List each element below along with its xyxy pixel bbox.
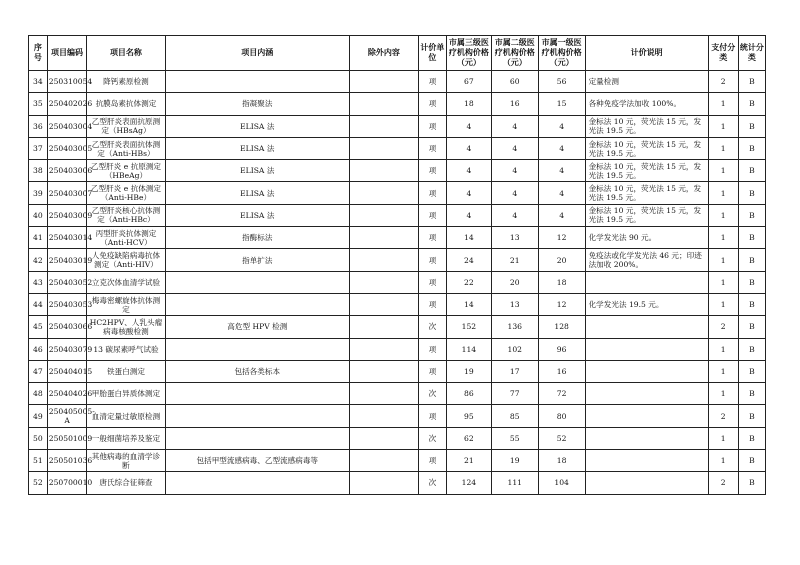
cell-unit: 项 — [418, 93, 446, 115]
cell-stat: B — [738, 427, 765, 449]
table-row — [29, 249, 766, 271]
table-row — [29, 93, 766, 115]
cell-seq: 39 — [29, 182, 48, 204]
cell-code: 250310054 — [47, 71, 87, 93]
header-stat: 统计分类 — [738, 36, 765, 71]
cell-unit: 项 — [418, 137, 446, 159]
cell-price-level1: 104 — [538, 472, 585, 494]
cell-name: 乙型肝炎 e 抗原测定（HBeAg） — [87, 160, 165, 182]
table-row — [29, 160, 766, 182]
cell-note: 化学发光法 90 元。 — [585, 227, 708, 249]
cell-price-level2: 19 — [491, 450, 538, 472]
cell-price-level2: 60 — [491, 71, 538, 93]
cell-unit: 项 — [418, 450, 446, 472]
header-price-level3: 市属三级医疗机构价格（元） — [446, 36, 491, 71]
cell-code: 250403005 — [47, 137, 87, 159]
cell-name: HC2HPV、人乳头瘤病毒核酸检测 — [87, 316, 165, 338]
table-row — [29, 338, 766, 360]
cell-seq: 37 — [29, 137, 48, 159]
table-row — [29, 383, 766, 405]
cell-pay: 1 — [708, 383, 738, 405]
cell-unit: 项 — [418, 227, 446, 249]
cell-unit: 次 — [418, 383, 446, 405]
cell-pay: 1 — [708, 293, 738, 315]
cell-price-level1: 18 — [538, 271, 585, 293]
cell-note — [585, 472, 708, 494]
table-row — [29, 204, 766, 226]
cell-seq: 46 — [29, 338, 48, 360]
cell-content — [165, 472, 350, 494]
cell-price-level3: 4 — [446, 182, 491, 204]
cell-note — [585, 360, 708, 382]
cell-except — [350, 249, 419, 271]
cell-price-level1: 96 — [538, 338, 585, 360]
cell-stat: B — [738, 316, 765, 338]
cell-content: 包括甲型流感病毒、乙型流感病毒等 — [165, 450, 350, 472]
cell-except — [350, 227, 419, 249]
cell-price-level3: 62 — [446, 427, 491, 449]
cell-code: 250700010 — [47, 472, 87, 494]
cell-price-level3: 14 — [446, 293, 491, 315]
cell-seq: 40 — [29, 204, 48, 226]
cell-pay: 2 — [708, 71, 738, 93]
table-row — [29, 293, 766, 315]
cell-code: 250403019 — [47, 249, 87, 271]
cell-content — [165, 338, 350, 360]
table-row — [29, 182, 766, 204]
cell-seq: 47 — [29, 360, 48, 382]
cell-except — [350, 338, 419, 360]
header-seq: 序号 — [29, 36, 48, 71]
cell-unit: 项 — [418, 293, 446, 315]
cell-seq: 34 — [29, 71, 48, 93]
cell-code: 250403007 — [47, 182, 87, 204]
cell-except — [350, 472, 419, 494]
cell-pay: 1 — [708, 115, 738, 137]
header-content: 项目内涵 — [165, 36, 350, 71]
cell-except — [350, 450, 419, 472]
cell-price-level2: 85 — [491, 405, 538, 427]
cell-price-level3: 4 — [446, 137, 491, 159]
cell-stat: B — [738, 204, 765, 226]
cell-price-level2: 55 — [491, 427, 538, 449]
cell-name: 甲胎蛋白异质体测定 — [87, 383, 165, 405]
cell-seq: 43 — [29, 271, 48, 293]
cell-except — [350, 271, 419, 293]
cell-price-level1: 128 — [538, 316, 585, 338]
cell-price-level2: 77 — [491, 383, 538, 405]
cell-note — [585, 450, 708, 472]
table-row — [29, 271, 766, 293]
cell-note: 金标法 10 元，荧光法 15 元，发光法 19.5 元。 — [585, 137, 708, 159]
cell-content — [165, 271, 350, 293]
cell-stat: B — [738, 160, 765, 182]
cell-unit: 项 — [418, 115, 446, 137]
cell-code: 250501009 — [47, 427, 87, 449]
cell-unit: 项 — [418, 249, 446, 271]
cell-content: 高危型 HPV 检测 — [165, 316, 350, 338]
cell-stat: B — [738, 472, 765, 494]
cell-except — [350, 293, 419, 315]
header-note: 计价说明 — [585, 36, 708, 71]
cell-price-level1: 20 — [538, 249, 585, 271]
cell-except — [350, 405, 419, 427]
cell-price-level2: 17 — [491, 360, 538, 382]
cell-content: ELISA 法 — [165, 160, 350, 182]
cell-pay: 1 — [708, 427, 738, 449]
cell-seq: 44 — [29, 293, 48, 315]
cell-stat: B — [738, 71, 765, 93]
header-unit: 计价单位 — [418, 36, 446, 71]
cell-content: 指凝聚法 — [165, 93, 350, 115]
cell-seq: 48 — [29, 383, 48, 405]
header-price-level2: 市属二级医疗机构价格（元） — [491, 36, 538, 71]
cell-note: 免疫法或化学发光法 46 元；印迹法加收 200%。 — [585, 249, 708, 271]
cell-unit: 项 — [418, 160, 446, 182]
cell-price-level2: 4 — [491, 182, 538, 204]
cell-stat: B — [738, 338, 765, 360]
table-row — [29, 316, 766, 338]
cell-price-level3: 18 — [446, 93, 491, 115]
cell-unit: 项 — [418, 360, 446, 382]
cell-content — [165, 427, 350, 449]
cell-price-level1: 52 — [538, 427, 585, 449]
cell-except — [350, 427, 419, 449]
table-row — [29, 115, 766, 137]
cell-seq: 42 — [29, 249, 48, 271]
cell-except — [350, 93, 419, 115]
cell-price-level1: 4 — [538, 115, 585, 137]
table-row — [29, 137, 766, 159]
cell-name: 唐氏综合征筛查 — [87, 472, 165, 494]
cell-pay: 1 — [708, 93, 738, 115]
cell-pay: 2 — [708, 316, 738, 338]
cell-price-level2: 4 — [491, 137, 538, 159]
cell-code: 250402026 — [47, 93, 87, 115]
header-code: 项目编码 — [47, 36, 87, 71]
cell-except — [350, 383, 419, 405]
table-row — [29, 450, 766, 472]
cell-pay: 1 — [708, 271, 738, 293]
cell-code: 250405005-A — [47, 405, 87, 427]
cell-code: 250403052 — [47, 271, 87, 293]
cell-seq: 51 — [29, 450, 48, 472]
cell-price-level1: 4 — [538, 137, 585, 159]
cell-seq: 52 — [29, 472, 48, 494]
cell-note — [585, 338, 708, 360]
cell-price-level1: 4 — [538, 182, 585, 204]
header-except: 除外内容 — [350, 36, 419, 71]
cell-content: 指酶标法 — [165, 227, 350, 249]
cell-stat: B — [738, 249, 765, 271]
cell-price-level1: 12 — [538, 293, 585, 315]
cell-seq: 45 — [29, 316, 48, 338]
cell-price-level3: 24 — [446, 249, 491, 271]
cell-price-level1: 12 — [538, 227, 585, 249]
cell-name: 铁蛋白测定 — [87, 360, 165, 382]
cell-pay: 1 — [708, 182, 738, 204]
cell-note: 金标法 10 元，荧光法 15 元，发光法 19.5 元。 — [585, 115, 708, 137]
cell-unit: 项 — [418, 271, 446, 293]
cell-pay: 2 — [708, 405, 738, 427]
cell-pay: 1 — [708, 450, 738, 472]
cell-except — [350, 360, 419, 382]
cell-price-level1: 18 — [538, 450, 585, 472]
cell-price-level2: 4 — [491, 204, 538, 226]
cell-stat: B — [738, 115, 765, 137]
cell-stat: B — [738, 450, 765, 472]
cell-price-level1: 4 — [538, 160, 585, 182]
cell-price-level1: 4 — [538, 204, 585, 226]
cell-price-level1: 16 — [538, 360, 585, 382]
table-row — [29, 405, 766, 427]
cell-stat: B — [738, 360, 765, 382]
cell-unit: 次 — [418, 427, 446, 449]
cell-unit: 次 — [418, 472, 446, 494]
cell-name: 梅毒密螺旋体抗体测定 — [87, 293, 165, 315]
cell-price-level3: 86 — [446, 383, 491, 405]
cell-code: 250403066 — [47, 316, 87, 338]
cell-stat: B — [738, 293, 765, 315]
cell-code: 250403004 — [47, 115, 87, 137]
cell-pay: 2 — [708, 472, 738, 494]
cell-name: 乙型肝炎表面抗原测定（HBsAg） — [87, 115, 165, 137]
cell-price-level2: 136 — [491, 316, 538, 338]
cell-name: 乙型肝炎 e 抗体测定（Anti-HBe） — [87, 182, 165, 204]
cell-stat: B — [738, 383, 765, 405]
cell-price-level1: 15 — [538, 93, 585, 115]
cell-code: 250404015 — [47, 360, 87, 382]
cell-price-level2: 21 — [491, 249, 538, 271]
cell-code: 250403079 — [47, 338, 87, 360]
cell-note: 各种免疫学法加收 100%。 — [585, 93, 708, 115]
cell-price-level1: 56 — [538, 71, 585, 93]
cell-price-level3: 124 — [446, 472, 491, 494]
cell-stat: B — [738, 271, 765, 293]
cell-code: 250403006 — [47, 160, 87, 182]
cell-seq: 41 — [29, 227, 48, 249]
cell-code: 250403009 — [47, 204, 87, 226]
cell-price-level1: 72 — [538, 383, 585, 405]
cell-code: 250403053 — [47, 293, 87, 315]
cell-stat: B — [738, 93, 765, 115]
cell-pay: 1 — [708, 249, 738, 271]
cell-price-level3: 22 — [446, 271, 491, 293]
cell-price-level3: 152 — [446, 316, 491, 338]
cell-price-level2: 20 — [491, 271, 538, 293]
cell-seq: 38 — [29, 160, 48, 182]
cell-price-level3: 4 — [446, 160, 491, 182]
cell-price-level2: 4 — [491, 160, 538, 182]
cell-name: 丙型肝炎抗体测定（Anti-HCV） — [87, 227, 165, 249]
cell-pay: 1 — [708, 338, 738, 360]
cell-code: 250403014 — [47, 227, 87, 249]
cell-price-level2: 13 — [491, 227, 538, 249]
cell-content — [165, 383, 350, 405]
table-row — [29, 427, 766, 449]
cell-content — [165, 71, 350, 93]
header-name: 项目名称 — [87, 36, 165, 71]
cell-note — [585, 427, 708, 449]
cell-pay: 1 — [708, 227, 738, 249]
cell-price-level3: 95 — [446, 405, 491, 427]
price-table — [28, 35, 766, 495]
cell-note: 金标法 10 元，荧光法 15 元，发光法 19.5 元。 — [585, 160, 708, 182]
cell-seq: 50 — [29, 427, 48, 449]
cell-name: 人免疫缺陷病毒抗体测定（Anti-HIV） — [87, 249, 165, 271]
cell-unit: 项 — [418, 182, 446, 204]
cell-seq: 35 — [29, 93, 48, 115]
cell-except — [350, 204, 419, 226]
cell-unit: 项 — [418, 204, 446, 226]
cell-price-level3: 4 — [446, 115, 491, 137]
cell-note: 定量检测 — [585, 71, 708, 93]
cell-note — [585, 405, 708, 427]
header-row — [29, 36, 766, 71]
cell-price-level2: 16 — [491, 93, 538, 115]
cell-unit: 次 — [418, 316, 446, 338]
cell-note: 金标法 10 元，荧光法 15 元，发光法 19.5 元。 — [585, 204, 708, 226]
cell-content: ELISA 法 — [165, 204, 350, 226]
cell-stat: B — [738, 182, 765, 204]
cell-pay: 1 — [708, 360, 738, 382]
cell-seq: 49 — [29, 405, 48, 427]
cell-pay: 1 — [708, 160, 738, 182]
cell-content — [165, 293, 350, 315]
cell-price-level1: 80 — [538, 405, 585, 427]
cell-unit: 项 — [418, 405, 446, 427]
cell-price-level2: 4 — [491, 115, 538, 137]
cell-price-level2: 111 — [491, 472, 538, 494]
table-row — [29, 71, 766, 93]
cell-price-level2: 102 — [491, 338, 538, 360]
cell-except — [350, 71, 419, 93]
cell-name: 乙型肝炎核心抗体测定（Anti-HBc） — [87, 204, 165, 226]
cell-name: 降钙素原检测 — [87, 71, 165, 93]
cell-note: 化学发光法 19.5 元。 — [585, 293, 708, 315]
cell-price-level2: 13 — [491, 293, 538, 315]
cell-note — [585, 383, 708, 405]
cell-except — [350, 316, 419, 338]
header-price-level1: 市属一级医疗机构价格（元） — [538, 36, 585, 71]
cell-except — [350, 115, 419, 137]
cell-content: ELISA 法 — [165, 115, 350, 137]
cell-content: ELISA 法 — [165, 182, 350, 204]
cell-name: 其他病毒的血清学诊断 — [87, 450, 165, 472]
cell-name: 13 碳尿素呼气试验 — [87, 338, 165, 360]
cell-price-level3: 114 — [446, 338, 491, 360]
cell-content: 指单扩法 — [165, 249, 350, 271]
cell-content — [165, 405, 350, 427]
cell-except — [350, 160, 419, 182]
cell-name: 立克次体血清学试验 — [87, 271, 165, 293]
cell-price-level3: 67 — [446, 71, 491, 93]
cell-price-level3: 14 — [446, 227, 491, 249]
cell-price-level3: 19 — [446, 360, 491, 382]
cell-content: ELISA 法 — [165, 137, 350, 159]
table-row — [29, 227, 766, 249]
cell-pay: 1 — [708, 204, 738, 226]
cell-name: 血清定量过敏原检测 — [87, 405, 165, 427]
cell-code: 250404026 — [47, 383, 87, 405]
cell-price-level3: 4 — [446, 204, 491, 226]
cell-stat: B — [738, 227, 765, 249]
cell-pay: 1 — [708, 137, 738, 159]
cell-name: 乙型肝炎表面抗体测定（Anti-HBs） — [87, 137, 165, 159]
cell-seq: 36 — [29, 115, 48, 137]
cell-note — [585, 316, 708, 338]
cell-name: 抗膜岛素抗体测定 — [87, 93, 165, 115]
cell-stat: B — [738, 405, 765, 427]
cell-note — [585, 271, 708, 293]
header-pay: 支付分类 — [708, 36, 738, 71]
table-row — [29, 360, 766, 382]
cell-name: 一般细菌培养及鉴定 — [87, 427, 165, 449]
cell-note: 金标法 10 元，荧光法 15 元，发光法 19.5 元。 — [585, 182, 708, 204]
cell-except — [350, 137, 419, 159]
cell-content: 包括各类标本 — [165, 360, 350, 382]
cell-stat: B — [738, 137, 765, 159]
table-row — [29, 472, 766, 494]
cell-unit: 项 — [418, 338, 446, 360]
cell-price-level3: 21 — [446, 450, 491, 472]
cell-unit: 项 — [418, 71, 446, 93]
cell-code: 250501036 — [47, 450, 87, 472]
cell-except — [350, 182, 419, 204]
